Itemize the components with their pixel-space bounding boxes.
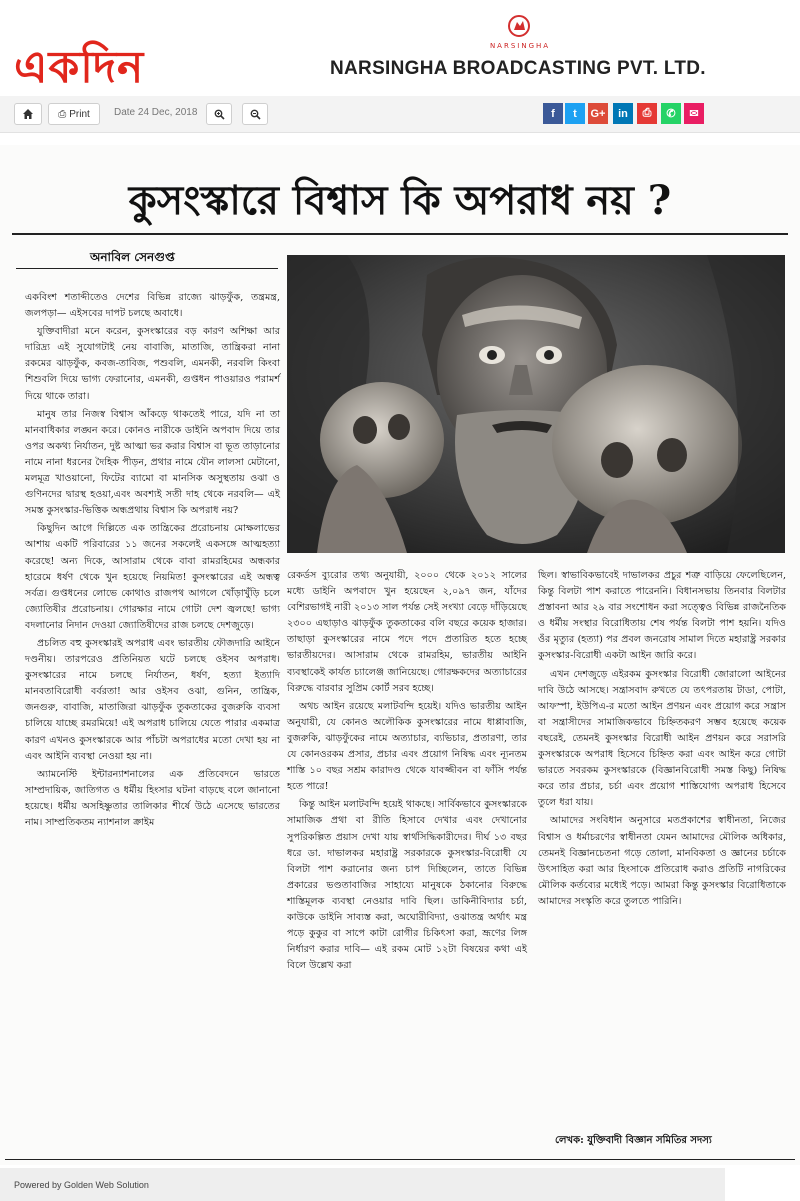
toolbar xyxy=(0,96,800,133)
facebook-share-button[interactable] xyxy=(543,103,563,124)
facebook-icon: f xyxy=(551,107,555,120)
print-icon: ⎙ xyxy=(58,108,67,120)
google-plus-share-button[interactable] xyxy=(588,103,608,124)
print-label: Print xyxy=(69,108,90,120)
newspaper-clipping xyxy=(0,145,800,1165)
zoom-in-icon xyxy=(214,109,225,120)
home-button[interactable] xyxy=(14,103,42,125)
article-paragraph: কিছুদিন আগে দিল্লিতে এক তান্ত্রিকের প্ররোচনায় মোক্ষলাভের আশায় একটি পরিবারের ১১ জনের সকলেই একসঙ্গে আত্মহত্যা করেছে! অন্য দিকে, আসারাম থেকে বাবা রামরহিমের অন্ধকার হারেমে ধর্ষণ থেকে খুন হয়েছে নিয়মিত! কুসংস্কারের এই অন্ধত্ব সর্বত্র। গুপ্তধনের লোভে কোথাও রাজপথ আগলে খোঁড়াখুঁড়ি চলে জ্যোতিষীর প্ররোচনায়। গোরক্ষার নামে গোটা দেশ জ্বলছে! ভাগ্য বদলানোর নিদান দেওয়া জ্যোতিষীদের রাজ চলছে দেশজুড়ে। xyxy=(25,523,280,631)
google-plus-icon: G+ xyxy=(590,107,606,120)
whatsapp-icon: ✆ xyxy=(666,108,676,120)
email-icon: ✉ xyxy=(689,108,699,120)
article-paragraph: এখন দেশজুড়ে এইরকম কুসংস্কার বিরোধী জোরালো আইনের দাবি উঠে আসছে। সন্ত্রাসবাদ রুখতে যে তৎপরতায় টাডা, পোটা, আফস্পা, ইউপিএ-র মতো আইন প্রণয়ন এবং প্রয়োগ করে সন্ত্রাস বা সন্ত্রাসীদের সামাজিকভাবে চিহ্নিতকরণ সম্ভব হয়েছে কয়েক বছরেই, তেমনই কুসংস্কার বিরোধী আইন প্রণয়ন করে সরাসরি কুসংস্কারকে অপরাধ হিসেবে চিহ্নিত করা এবং আইন করে গোটা ভারতে সবরকম কুসংস্কারকে (বিজ্ঞানবিরোধী সমস্ত কিছু) নিষিদ্ধ করে তার প্রচার, চর্চা এবং প্রয়োগ শাস্তিযোগ্য অপরাধ হিসেবে তুলে ধরা যায়। xyxy=(538,668,786,809)
article-photo xyxy=(287,255,785,553)
article-paragraph: রেকর্ডস ব্যুরোর তথ্য অনুযায়ী, ২০০০ থেকে ২০১২ সালের মধ্যে ডাইনি অপবাদে খুন হয়েছেন ২,০৯৭ জন, যাঁদের বেশিরভাগই নারী ২০১৩ সাল পর্যন্ত সেই সংখ্যা বেড়ে দাঁড়িয়েছে ২৩০০ এছাড়াও ঝাড়ফুঁক তুকতাকের বলি বছরে কয়েক হাজার। তাছাড়া কুসংস্কারের নামে পদে পদে প্রতারিত হতে হচ্ছে ভারতীয়দের। আসারাম থেকে রামরহিম, ভারতীয় আইনি ব্যবস্থাকেই কার্যত চ্যালেঞ্জ জানিয়েছে। গোরক্ষকদের অত্যাচারের বিরুদ্ধে বারবার সুপ্রিম কোর্ট সরব হচ্ছে। xyxy=(287,570,527,694)
article-paragraph: ছিল। স্বাভাবিকভাবেই দাভালকর প্রচুর শত্রু বাড়িয়ে ফেলেছিলেন, কিন্তু বিলটা পাশ করাতে পারেননি। বিধানসভায় তিনবার বিলটার প্রস্তাবনা আর ২৯ বার সংশোধন করা সত্ত্বেও বিভিন্ন রাজনৈতিক ও ধর্মীয় সংস্থার বিরোধিতায় শেষ পর্যন্ত বিলটা পাশ হয়নি। যদিও ওঁর মৃত্যুর (হত্যা) পর প্রবল জনরোষ সামাল দিতে মহারাষ্ট্র সরকার কুসংস্কার-বিরোধী একটা আইন জারি করে। xyxy=(538,570,786,662)
article-paragraph: প্রচলিত বহু কুসংস্কারই অপরাধ এবং ভারতীয় ফৌজদারি আইনে দণ্ডনীয়। তারপরেও প্রতিনিয়ত ঘটে চলছে ওইসব অপরাধ। কুসংস্কারের নামে চলছে নির্যাতন, ধর্ষণ, হত্যা ইত্যাদি মানবতাবিরোধী বর্বরতা! আর ওইসব ওঝা, গুনিন, তান্ত্রিক, জনগুরু, বাবাজি, মাতাজিরা ঝাড়ফুঁক তুকতাকের বুজরুকি ব্যবসা চালিয়ে যাচ্ছে রমরমিয়ে! এই অপরাধ চালিয়ে যেতে পারার একমাত্র কারণ এখনও কুসংস্কারকে আর পাঁচটা অপরাধের মতো দেখা হয় না এবং আইনি ব্যবস্থা নেওয়া হয় না। xyxy=(25,637,280,762)
site-header xyxy=(0,0,800,95)
byline-rule xyxy=(16,268,278,269)
print-icon: ⎙ xyxy=(642,107,652,119)
zoom-out-button[interactable] xyxy=(242,103,268,125)
linkedin-share-button[interactable] xyxy=(613,103,633,124)
print-button[interactable] xyxy=(48,103,100,125)
bottom-rule xyxy=(5,1159,795,1160)
broadcaster-brand xyxy=(330,14,730,84)
headline-rule xyxy=(12,233,788,235)
article-paragraph: অথচ আইন রয়েছে মলাটবন্দি হয়েই। যদিও ভারতীয় আইন অনুযায়ী, যে কোনও অলৌকিক কুসংস্কারের নামে ধাপ্পাবাজি, বুজরুকি, ঝাড়ফুঁকের নামে অত্যাচার, ব্যভিচার, প্রতারণা, তার যে কোনওরকম প্রসার, প্রচার এবং প্রয়োগ নিষিদ্ধ এবং ন্যূনতম শাস্তি ১০ বছর সশ্রম কারাদণ্ড থেকে যাবজ্জীবন বা ফাঁসি পর্যন্ত হতে পারে! xyxy=(287,700,527,793)
whatsapp-share-button[interactable] xyxy=(661,103,681,124)
zoom-in-button[interactable] xyxy=(206,103,232,125)
article-column-3 xyxy=(538,568,786,912)
brand-small-text: NARSINGHA xyxy=(489,42,551,50)
article-paragraph: মানুষ তার নিজস্ব বিশ্বাস আঁকড়ে থাকতেই পারে, যদি না তা মানবাধিকার লঙ্ঘন করে। কোনও নারীকে ডাইনি অপবাদ দিয়ে তার ওপর অকথ্য নির্যাতন, দুষ্ট আত্মা ভর করার বিশ্বাস বা ভূত তাড়ানোর নামে নানা ধরনের দৈহিক পীড়ন, প্রথার নামে যৌন লালসা মেটানো, মলমূত্র খাওয়ানো, ফিটের ব্যামো বা মানসিক অসুস্থতায় ওঝা ও গুণিনদের দ্বারস্থ হওয়া,এবং অবশ্যই সতী দাহ থেকে নরবলি— এই সমস্ত কুসংস্কার-ভিত্তিক অন্ধপ্রথায় বিশ্বাস কি অপরাধ নয়? xyxy=(25,408,281,517)
issue-date: Date 24 Dec, 2018 xyxy=(114,107,198,118)
article-paragraph: আমাদের সংবিধান অনুসারে মতপ্রকাশের স্বাধীনতা, নিজের বিশ্বাস ও ধর্মাচরণের স্বাধীনতা যেমন আমাদের মৌলিক অধিকার, তেমনই বিজ্ঞানচেতনা গড়ে তোলা, মানবিকতা ও জ্ঞানের চর্চাকে উৎসাহিত করা আর হিংসাকে প্রতিরোধ করাও প্রতিটি নাগরিকের মৌলিক কর্তব্যের মধ্যেই পড়ে। আমরা কিন্তু কুসংস্কার বিরোধিতাকে আমাদের সংস্কৃতি করে তুলতে পারিনি। xyxy=(538,815,786,907)
sadhu-with-skulls-photo xyxy=(287,255,785,553)
article-paragraph: কিন্তু আইন মলাটবন্দি হয়েই থাকছে। সার্বিকভাবে কুসংস্কারকে সামাজিক প্রথা বা রীতি হিসাবে দেখার এবং দেখানোর সুপরিকল্পিত প্রয়াস দেখা যায় স্বার্থসিদ্ধিকারীদের। দীর্ঘ ১৩ বছর ধরে ডা. দাভালকর মহারাষ্ট্র সরকারকে কুসংস্কার-বিরোধী যে বিলটা পাশ করানোর জন্য চাপ দিচ্ছিলেন, তাতে বিভিন্ন প্রকারের ভণ্ডতাবাজির সাহায্যে মানুষকে ঠকানোর বিরুদ্ধে শাস্তিমূলক ব্যবস্থা নেওয়ার দাবি ছিল। ডাকিনীবিদ্যার চর্চা, কাউকে ডাইনি সাব্যস্ত করা, অঘোরীবিদ্যা, ওঝাতন্ত্র অর্থাৎ মন্ত্র পড়ে কুকুর বা সাপে কাটা রোগীর চিকিৎসা করা, ভ্রূণের লিঙ্গ নির্ধারণ করার দাবি— এই রকম মোট ১২টা বিষয়ের কথা এই বিলে উল্লেখ করা xyxy=(287,799,527,972)
article-headline: কুসংস্কারে বিশ্বাস কি অপরাধ নয় ? xyxy=(128,177,672,224)
linkedin-icon: in xyxy=(618,107,628,120)
article-byline: অনাবিল সেনগুপ্ত xyxy=(90,250,175,264)
site-footer xyxy=(0,1168,725,1201)
article-column-2 xyxy=(287,568,527,976)
lion-emblem-icon xyxy=(506,14,532,38)
home-icon xyxy=(22,108,34,120)
article-paragraph: একবিংশ শতাব্দীতেও দেশের বিভিন্ন রাজ্যে ঝাড়ফুঁক, তন্ত্রমন্ত্র, জলপড়া— এইসবের দাপট চলছে অবাধে। xyxy=(25,292,280,320)
article-column-1 xyxy=(25,290,280,833)
article-paragraph: যুক্তিবাদীরা মনে করেন, কুসংস্কারের বড় কারণ অশিক্ষা আর দারিদ্র্য এই সুযোগটাই নেয় বাবাজি, মাতাজি, তান্ত্রিকরা নানা রকমের ঝাড়ফুঁক, কবজ-তাবিজ, পশুবলি, এমনকী, নরবলি কিংবা শিশুবলি দিয়ে ভাগ্য ফেরানোর, এমনকী, গুপ্তধন পাওয়ারও পরামর্শ দিয়ে থাকে তারা। xyxy=(25,326,280,402)
zoom-out-icon xyxy=(250,109,261,120)
print-share-button[interactable] xyxy=(637,103,657,124)
author-note: লেখক: যুক্তিবাদী বিজ্ঞান সমিতির সদস্য xyxy=(555,1135,712,1146)
newspaper-logo[interactable]: একদিন xyxy=(14,42,145,93)
email-share-button[interactable] xyxy=(684,103,704,124)
footer-credit[interactable]: Powered by Golden Web Solution xyxy=(14,1180,149,1190)
twitter-share-button[interactable] xyxy=(565,103,585,124)
twitter-icon: t xyxy=(573,107,577,120)
article-paragraph: অ্যামনেস্টি ইন্টারন্যাশনালের এক প্রতিবেদনে ভারতে সাম্প্রদায়িক, জাতিগত ও ধর্মীয় হিংসার ঘটনা বাড়ছে বলে জানানো হয়েছে। ধর্মীয় অসহিষ্ণুতার তালিকার শীর্ষে উঠে এসেছে ভারতের নাম। সাম্প্রতিকতম ন্যাশনাল ক্রাইম xyxy=(25,768,280,828)
brand-name: NARSINGHA BROADCASTING PVT. LTD. xyxy=(330,58,706,79)
